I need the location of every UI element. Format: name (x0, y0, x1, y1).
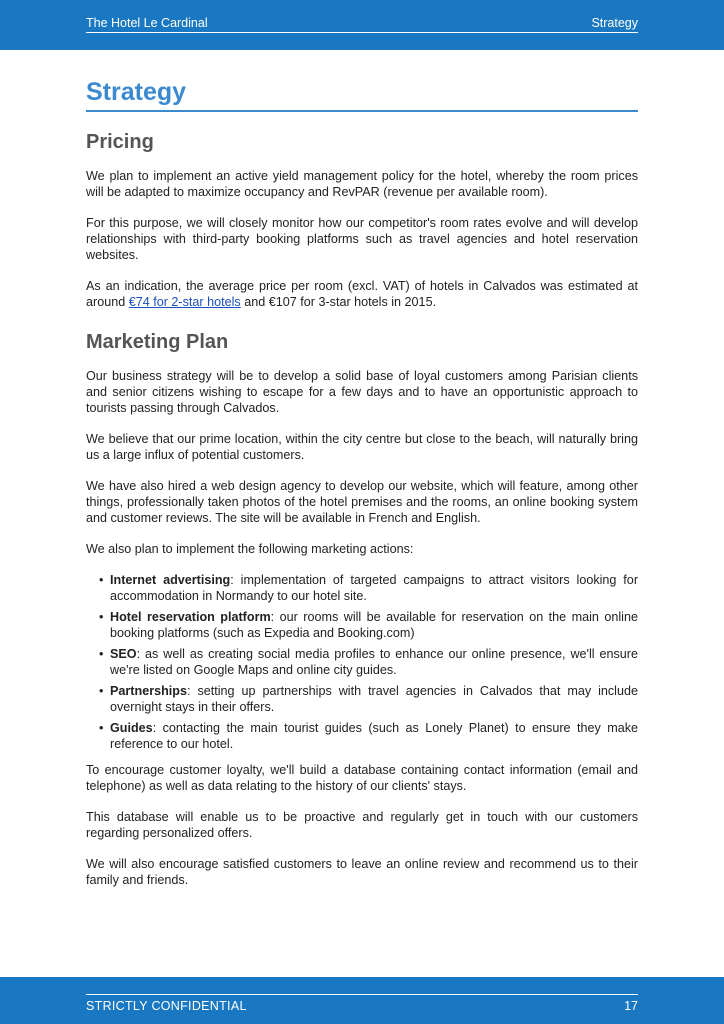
pricing-paragraph-1: We plan to implement an active yield management policy for the hotel, whereby the room prices will be adapted to maximize occupancy and RevPAR (revenue per available room). (86, 169, 638, 199)
header-rule (86, 16, 638, 33)
marketing-paragraph-2: We believe that our prime location, within the city centre but close to the beach, will naturally bring us a large influx of potential customers. (86, 432, 638, 462)
list-item (86, 683, 638, 715)
action-text: : as well as creating social media profiles to enhance our online presence, we'll ensure we're listed on Google Maps and online city guides. (110, 647, 638, 677)
confidentiality-label: STRICTLY CONFIDENTIAL (86, 999, 247, 1013)
action-text: : setting up partnerships with travel agencies in Calvados that may include overnight stays in their offers. (110, 684, 638, 714)
pricing-p3-text-after: and €107 for 3-star hotels in 2015. (240, 295, 437, 309)
marketing-paragraph-3: We have also hired a web design agency to develop our website, which will feature, among other things, professionally taken photos of the hotel premises and the rooms, an online booking system and customer reviews. The site will be available in French and English. (86, 479, 638, 525)
hotel-price-link[interactable]: €74 for 2-star hotels (128, 295, 241, 309)
page-footer (0, 977, 724, 1024)
pricing-paragraph-2: For this purpose, we will closely monitor how our competitor's room rates evolve and will develop relationships with third-party booking platforms such as travel agencies and hotel reservation websites. (86, 216, 638, 262)
page-number: 17 (624, 999, 638, 1013)
action-term: Guides (110, 721, 153, 735)
bullet-icon: • (99, 684, 104, 698)
action-term: Internet advertising (110, 573, 231, 587)
bullet-icon: • (99, 573, 104, 587)
header-section-title: Strategy (591, 16, 638, 30)
marketing-paragraph-6: This database will enable us to be proactive and regularly get in touch with our customers regarding personalized offers. (86, 810, 638, 840)
list-item (86, 646, 638, 678)
marketing-paragraph-7: We will also encourage satisfied customers to leave an online review and recommend us to their family and friends. (86, 857, 638, 887)
marketing-actions-list (86, 572, 638, 752)
bullet-icon: • (99, 721, 104, 735)
action-text: : our rooms will be available for reservation on the main online booking platforms (such as Expedia and Booking.com) (110, 610, 638, 640)
marketing-paragraph-4: We also plan to implement the following marketing actions: (86, 542, 414, 556)
list-item (86, 720, 638, 752)
page-content (86, 76, 638, 888)
list-item (86, 572, 638, 604)
action-text: : implementation of targeted campaigns to attract visitors looking for accommodation in Normandy to our hotel site. (110, 573, 639, 603)
marketing-paragraph-1: Our business strategy will be to develop a solid base of loyal customers among Parisian clients and senior citizens wishing to escape for a few days and to have an opportunistic approach to tourists passing through Calvados. (86, 369, 638, 415)
list-item (86, 609, 638, 641)
footer-rule (86, 994, 638, 1015)
bullet-icon: • (99, 610, 104, 624)
action-term: SEO (110, 647, 137, 661)
marketing-plan-heading: Marketing Plan (86, 331, 229, 353)
page-title: Strategy (86, 76, 638, 112)
pricing-heading: Pricing (86, 131, 154, 153)
header-document-title: The Hotel Le Cardinal (86, 16, 208, 30)
marketing-paragraph-5: To encourage customer loyalty, we'll build a database containing contact information (email and telephone) as well as data relating to the history of our clients' stays. (86, 763, 638, 793)
action-term: Hotel reservation platform (110, 610, 271, 624)
pricing-paragraph-3 (86, 278, 638, 310)
action-text: : contacting the main tourist guides (such as Lonely Planet) to ensure they make reference to our hotel. (110, 721, 638, 751)
pricing-p3-text-before: As an indication, the average price per room (excl. VAT) of hotels in Calvados was estimated at around (86, 279, 638, 309)
action-term: Partnerships (110, 684, 187, 698)
bullet-icon: • (99, 647, 104, 661)
page-header (0, 0, 724, 50)
